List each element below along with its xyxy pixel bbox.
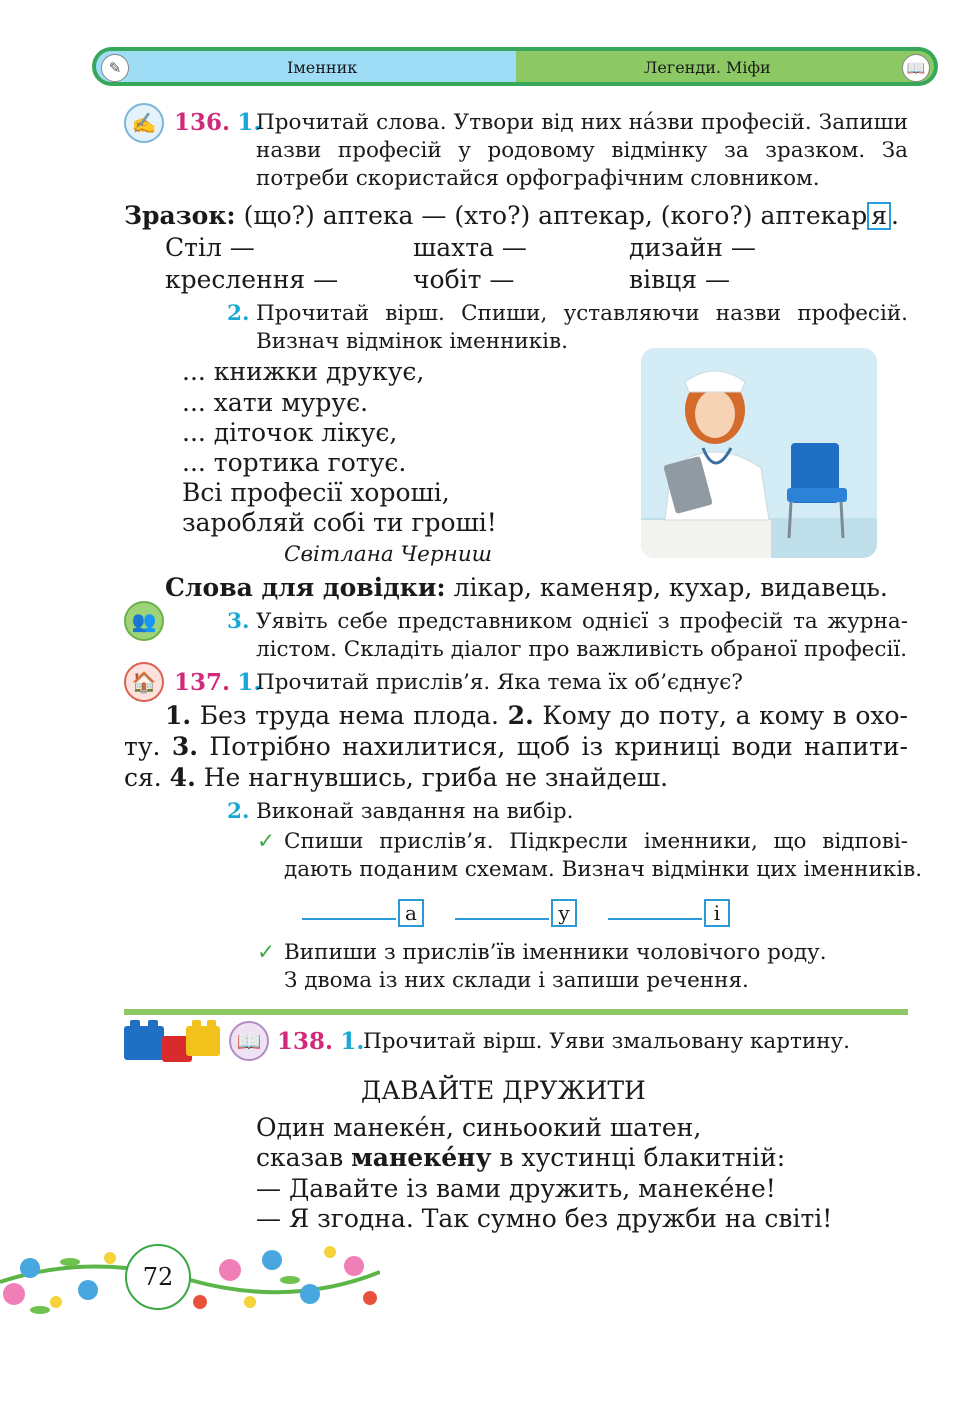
proverb-num-2: 2.	[507, 701, 534, 730]
ex136-part3-line2: лістом. Складіть діалог про важливість обраної професії.	[256, 637, 908, 662]
scheme-ending: і	[704, 899, 730, 927]
ex136-number: 136.	[174, 109, 231, 136]
ex136-part3-number: 3.	[227, 609, 250, 634]
poem2-line-2-bold: манеке́ну	[351, 1143, 492, 1172]
word-2-1: креслення —	[165, 265, 339, 294]
ex136-task-line2: назви професій у родовому відмінку за зразком. За	[256, 138, 908, 163]
home-task-icon: 🏠	[124, 662, 164, 702]
poem2-line-1: Один манеке́н, синьоокий шатен,	[256, 1113, 702, 1142]
helper-text: лікар, каменяр, кухар, видавець.	[445, 573, 888, 602]
ex138-part1-text: Прочитай вірш. Уяви змальовану картину.	[363, 1029, 851, 1054]
proverb-text-1: Без труда нема плода.	[191, 701, 508, 730]
proverb-text-3b: ся.	[124, 763, 170, 792]
word-1-3: дизайн —	[629, 233, 756, 262]
poem-line-5: Всі професії хороші,	[182, 478, 450, 507]
scheme-2	[455, 898, 577, 927]
proverb-text-2b: ту.	[124, 732, 172, 761]
poem-line-1: ... книжки друкує,	[182, 357, 425, 386]
ex137-number-group	[174, 669, 261, 697]
word-1-1: Стіл —	[165, 233, 255, 262]
section-divider	[124, 1009, 908, 1015]
poem2-line-2	[256, 1142, 785, 1173]
poem2-line-2c: в хустинці блакитній:	[491, 1143, 786, 1172]
proverbs-line2	[124, 731, 908, 762]
poem-line-3: ... діточок лікує,	[182, 418, 398, 447]
word-2-2: чобіт —	[413, 265, 515, 294]
ex136-sample	[124, 200, 899, 231]
pair-work-icon: 👥	[124, 601, 164, 641]
pen-icon: ✎	[101, 54, 129, 82]
scheme-ending: у	[551, 899, 577, 927]
word-2-3: вівця —	[629, 265, 730, 294]
ex138-part1-number: 1.	[340, 1028, 365, 1055]
ex136-task-line3: потреби скористайся орфографічним словником.	[256, 166, 820, 191]
ex138-number-group	[277, 1028, 364, 1056]
proverb-num-4: 4.	[169, 763, 196, 792]
sample-ending-box: я	[867, 202, 891, 230]
ex136-part3-line1: Уявіть себе представником однієї з професій та журна-	[256, 609, 908, 634]
ex137-option1-line2: дають поданим схемам. Визнач відмінки цих іменників.	[284, 857, 923, 882]
ex137-part1-number: 1.	[237, 669, 262, 696]
proverb-text-4: Не нагнувшись, гриба не знайдеш.	[195, 763, 669, 792]
book-icon: 📖	[902, 54, 930, 82]
sample-end: .	[891, 201, 899, 230]
proverb-num-1: 1.	[165, 701, 192, 730]
ex136-part1-number: 1.	[237, 109, 262, 136]
header-right-title: Легенди. Міфи	[644, 58, 771, 77]
check-icon: ✓	[257, 829, 276, 854]
scheme-1	[302, 898, 424, 927]
proverb-num-3: 3.	[171, 732, 198, 761]
ex136-part2-line2: Визнач відмінок іменників.	[256, 329, 568, 354]
doctor-illustration	[641, 348, 877, 558]
proverbs-line1	[165, 700, 908, 731]
ex137-part1-text: Прочитай прислів’я. Яка тема їх об’єднує?	[256, 670, 743, 695]
ex137-number: 137.	[174, 669, 231, 696]
poem-line-6: заробляй собі ти гроші!	[182, 508, 497, 537]
ex136-part2-line1: Прочитай вірш. Спиши, уставляючи назви професій.	[256, 301, 908, 326]
ex136-number-group	[174, 109, 261, 137]
ex137-option1-line1: Спиши прислів’я. Підкресли іменники, що відпові-	[284, 829, 908, 854]
poem2-line-4: — Я згодна. Так сумно без дружби на світі!	[256, 1204, 833, 1233]
poem-author: Світлана Черниш	[284, 542, 493, 567]
building-blocks-icon	[124, 1018, 222, 1063]
proverb-text-2a: Кому до поту, а кому в охо-	[533, 701, 908, 730]
scheme-blank	[608, 898, 702, 920]
poem-line-2: ... хати мурує.	[182, 388, 369, 417]
proverbs-line3	[124, 762, 668, 793]
sample-label: Зразок:	[124, 201, 236, 230]
check-icon: ✓	[257, 940, 276, 965]
write-task-icon: ✍	[124, 103, 164, 143]
header-left-title: Іменник	[287, 58, 358, 77]
page-number: 72	[125, 1244, 191, 1310]
ex137-part2-text: Виконай завдання на вибір.	[256, 799, 574, 824]
poem2-line-2a: сказав	[256, 1143, 352, 1172]
ex137-part2-number: 2.	[227, 799, 250, 824]
helper-label: Слова для довідки:	[165, 573, 446, 602]
ex136-part2-number: 2.	[227, 301, 250, 326]
poem-title: ДАВАЙТЕ ДРУЖИТИ	[361, 1076, 646, 1105]
ex136-helper-words	[165, 572, 888, 603]
poem-line-4: ... тортика готує.	[182, 448, 407, 477]
reading-icon: 📖	[229, 1021, 269, 1061]
scheme-ending: а	[398, 899, 424, 927]
ex137-option2-line1: Випиши з прислів’їв іменники чоловічого роду.	[284, 940, 827, 965]
sample-text: (що?) аптека — (хто?) аптекар, (кого?) аптекар	[235, 201, 868, 230]
ex137-option2-line2: З двома із них склади і запиши речення.	[284, 968, 749, 993]
scheme-blank	[302, 898, 396, 920]
poem2-line-3: — Давайте із вами дружить, манеке́не!	[256, 1174, 776, 1203]
scheme-blank	[455, 898, 549, 920]
proverb-text-3a: Потрібно нахилитися, щоб із криниці води напити-	[198, 732, 908, 761]
ex138-number: 138.	[277, 1028, 334, 1055]
scheme-3	[608, 898, 730, 927]
word-1-2: шахта —	[413, 233, 527, 262]
ex136-task-line1: Прочитай слова. Утвори від них на́зви професій. Запиши	[256, 110, 908, 135]
